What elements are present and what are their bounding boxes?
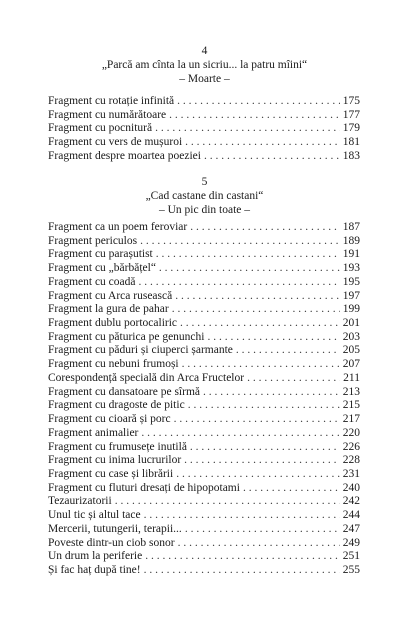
toc-entry-page-number: 197 (342, 289, 360, 302)
toc-entry-title: Corespondență specială din Arca Fructelor (48, 371, 245, 384)
toc-entry-page-number: 189 (342, 234, 360, 247)
dot-leader (144, 509, 340, 523)
toc-entry (48, 136, 360, 150)
toc-entry-page-number: 181 (342, 136, 360, 149)
toc-list-section-5 (48, 221, 360, 578)
dot-leader (156, 248, 340, 262)
toc-entry (48, 344, 360, 358)
section-subtitle: – Un pic din toate – (158, 204, 251, 216)
toc-entry-title: Mercerii, tutungerii, terapii... (48, 522, 182, 535)
toc-entry-page-number: 175 (342, 95, 360, 107)
toc-entry-title: Fragment cu nebuni frumoși (48, 358, 179, 371)
toc-entry (48, 399, 360, 413)
toc-entry (48, 95, 360, 109)
toc-entry-page-number: 183 (342, 149, 360, 162)
dot-leader (169, 109, 340, 123)
dot-leader (144, 564, 340, 578)
toc-entry-page-number: 179 (342, 122, 360, 135)
toc-entry-page-number: 251 (342, 550, 360, 563)
toc-entry (48, 331, 360, 345)
dot-leader (188, 399, 340, 413)
toc-entry (48, 413, 360, 427)
toc-entry (48, 276, 360, 290)
toc-entry-page-number: 207 (342, 358, 360, 371)
toc-entry-page-number: 244 (342, 509, 360, 522)
toc-entry-title: Fragment cu vers de mușuroi (48, 136, 183, 149)
section-number: 4 (201, 45, 208, 57)
toc-entry (48, 235, 360, 249)
dot-leader (174, 413, 340, 427)
dot-leader (141, 427, 339, 441)
toc-entry-page-number: 213 (342, 385, 360, 398)
toc-entry-page-number: 231 (342, 467, 360, 480)
toc-entry (48, 468, 360, 482)
toc-entry (48, 221, 360, 235)
section-title: „Parcă am cînta la un sicriu... la patru mîini“ (101, 59, 308, 71)
toc-entry-page-number: 215 (342, 399, 360, 412)
toc-entry (48, 372, 360, 386)
toc-entry-page-number: 226 (342, 440, 360, 453)
toc-entry-page-number: 240 (342, 481, 360, 494)
section-number: 5 (201, 176, 208, 188)
toc-entry-title: Fragment cu inima lucrurilor (48, 454, 182, 467)
toc-entry-title: Fragment cu frumusețe inutilă (48, 440, 187, 453)
toc-entry-title: Fragment cu păduri și ciuperci șarmante (48, 344, 233, 357)
dot-leader (185, 136, 340, 150)
toc-entry-title: Fragment cu dansatoare pe sîrmă (48, 385, 200, 398)
toc-entry (48, 386, 360, 400)
toc-entry-title: Și fac haț după tine! (48, 563, 141, 576)
dot-leader (176, 468, 340, 482)
toc-entry-page-number: 195 (342, 275, 360, 288)
dot-leader (180, 317, 340, 331)
dot-leader (155, 122, 340, 136)
dot-leader (115, 495, 340, 509)
toc-entry (48, 262, 360, 276)
dot-leader (140, 235, 340, 249)
dot-leader (236, 344, 340, 358)
dot-leader (172, 303, 340, 317)
toc-entry (48, 150, 360, 164)
toc-entry (48, 303, 360, 317)
section-heading-4 (0, 44, 409, 86)
toc-entry-page-number: 193 (342, 262, 360, 275)
toc-entry-title: Fragment cu case și librării (48, 467, 174, 480)
toc-entry (48, 122, 360, 136)
toc-entry (48, 290, 360, 304)
dot-leader (190, 441, 340, 455)
toc-entry-title: Fragment cu parașutist (48, 248, 153, 261)
dot-leader (185, 523, 340, 537)
toc-entry (48, 441, 360, 455)
toc-entry-page-number: 249 (342, 536, 360, 549)
dot-leader (190, 221, 340, 235)
toc-entry (48, 454, 360, 468)
dot-leader (184, 454, 340, 468)
dot-leader (145, 550, 340, 564)
toc-entry-title: Tezaurizatorii (48, 495, 112, 508)
section-subtitle: – Moarte – (179, 73, 230, 85)
toc-entry-title: Fragment cu păturica pe genunchi (48, 330, 205, 343)
toc-entry (48, 523, 360, 537)
toc-entry-title: Unul tic și altul tace (48, 509, 141, 522)
toc-entry-title: Fragment la gura de pahar (48, 303, 169, 316)
toc-entry (48, 317, 360, 331)
toc-entry-page-number: 211 (343, 371, 360, 384)
toc-entry-page-number: 228 (342, 454, 360, 467)
dot-leader (247, 372, 340, 386)
section-heading-5 (0, 175, 409, 217)
toc-entry-title: Fragment cu pocnitură (48, 122, 153, 135)
dot-leader (178, 537, 340, 551)
toc-entry-page-number: 203 (342, 330, 360, 343)
dot-leader (177, 95, 340, 109)
toc-entry (48, 537, 360, 551)
toc-list-section-4 (48, 95, 360, 164)
toc-entry-page-number: 177 (342, 108, 360, 121)
toc-entry-title: Fragment cu dragoste de pitic (48, 399, 185, 412)
toc-entry-page-number: 247 (342, 522, 360, 535)
toc-entry-page-number: 187 (342, 221, 360, 233)
toc-entry-page-number: 205 (342, 344, 360, 357)
toc-entry-title: Fragment ca un poem feroviar (48, 221, 188, 233)
toc-entry-title: Fragment periculos (48, 234, 138, 247)
toc-entry (48, 248, 360, 262)
toc-entry-title: Un drum la periferie (48, 550, 143, 563)
dot-leader (203, 386, 340, 400)
toc-entry-title: Fragment cu Arca rusească (48, 289, 173, 302)
toc-entry (48, 358, 360, 372)
toc-entry-title: Fragment cu cioară și porc (48, 413, 171, 426)
toc-entry (48, 482, 360, 496)
toc-entry (48, 109, 360, 123)
dot-leader (243, 482, 340, 496)
toc-entry-page-number: 220 (342, 426, 360, 439)
toc-entry (48, 509, 360, 523)
dot-leader (159, 262, 340, 276)
toc-entry (48, 495, 360, 509)
toc-entry-page-number: 217 (342, 413, 360, 426)
toc-entry-page-number: 255 (342, 563, 360, 576)
dot-leader (207, 331, 339, 345)
section-title: „Cad castane din castani“ (145, 190, 264, 202)
toc-entry-title: Fragment animalier (48, 426, 139, 439)
toc-entry-title: Fragment dublu portocaliric (48, 317, 178, 330)
dot-leader (204, 150, 340, 164)
toc-entry-page-number: 242 (342, 495, 360, 508)
dot-leader (139, 276, 340, 290)
toc-entry-title: Fragment cu numărătoare (48, 108, 167, 121)
toc-entry-title: Fragment cu coadă (48, 275, 136, 288)
toc-entry (48, 427, 360, 441)
toc-entry-title: Fragment cu fluturi dresați de hipopotami (48, 481, 240, 494)
toc-entry-page-number: 199 (342, 303, 360, 316)
toc-entry-title: Fragment cu „bărbățel“ (48, 262, 156, 275)
toc-entry-page-number: 191 (342, 248, 360, 261)
toc-entry-page-number: 201 (342, 317, 360, 330)
dot-leader (175, 290, 340, 304)
toc-entry (48, 564, 360, 578)
toc-entry-title: Fragment cu rotație infinită (48, 95, 175, 107)
toc-entry-title: Poveste dintr-un ciob sonor (48, 536, 175, 549)
toc-entry (48, 550, 360, 564)
toc-entry-title: Fragment despre moartea poeziei (48, 149, 201, 162)
dot-leader (182, 358, 340, 372)
